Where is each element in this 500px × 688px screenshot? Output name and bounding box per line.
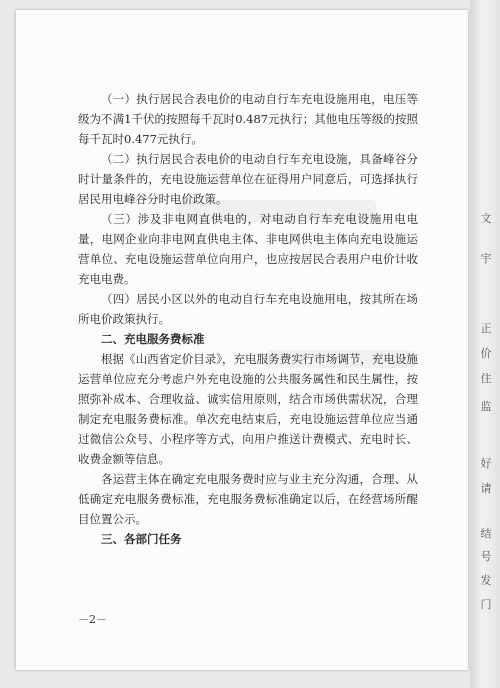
adjacent-page-fragment: 住 — [480, 372, 492, 385]
paragraph-4: （四）居民小区以外的电动自行车充电设施用电，按其所在场所电价政策执行。 — [78, 292, 418, 326]
adjacent-page-fragment: 好 — [480, 457, 492, 470]
adjacent-page-fragment: 文 — [480, 212, 492, 225]
adjacent-page-fragment: 结 — [480, 527, 492, 540]
adjacent-page-fragment: 发 — [480, 574, 492, 587]
paragraph-1: （一）执行居民合表电价的电动自行车充电设施用电，电压等级为不满1千伏的按照每千瓦时0.487元执行；其他电压等级的按照每千瓦时0.477元执行。 — [78, 92, 418, 146]
paragraph-3: （三）涉及非电网直供电的，对电动自行车充电设施用电电量，电网企业向非电网直供电主体、非电网供电主体向充电设施运营单位、充电设施运营单位向用户，也应按居民合表用户电价计收充电电费。 — [78, 212, 418, 286]
adjacent-page-fragment: 监 — [480, 400, 492, 413]
adjacent-page-fragment: 号 — [480, 550, 492, 563]
adjacent-page-fragment: 宇 — [480, 252, 492, 265]
paragraph-6: 各运营主体在确定充电服务费时应与业主充分沟通，合理、从低确定充电服务费标准，充电服务费标准确定以后，在经营场所醒目位置公示。 — [78, 472, 418, 526]
section-heading-3: 三、各部门任务 — [101, 532, 182, 546]
document-body — [78, 89, 418, 549]
paragraph-5: 根据《山西省定价目录》，充电服务费实行市场调节，充电设施运营单位应充分考虑户外充电设施的公共服务属性和民生属性，按照弥补成本、合理收益、诚实信用原则，结合市场供需状况，合理制定充电服务费标准。单次充电结束后，充电设施运营单位应当通过微信公众号、小程序等方式，向用户推送计费模式、充电时长、收费金额等信息。 — [78, 352, 418, 466]
section-heading-2: 二、充电服务费标准 — [101, 332, 205, 346]
page-number: －2－ — [78, 613, 107, 626]
paragraph-2: （二）执行居民合表电价的电动自行车充电设施，具备峰谷分时计量条件的，充电设施运营单位在征得用户同意后，可选择执行居民用电峰谷分时电价政策。 — [78, 152, 418, 206]
adjacent-page-fragment: 门 — [480, 598, 492, 611]
adjacent-page-fragment: 请 — [480, 482, 492, 495]
adjacent-page-fragment: 正 — [480, 322, 492, 335]
adjacent-page-fragment: 价 — [480, 347, 492, 360]
